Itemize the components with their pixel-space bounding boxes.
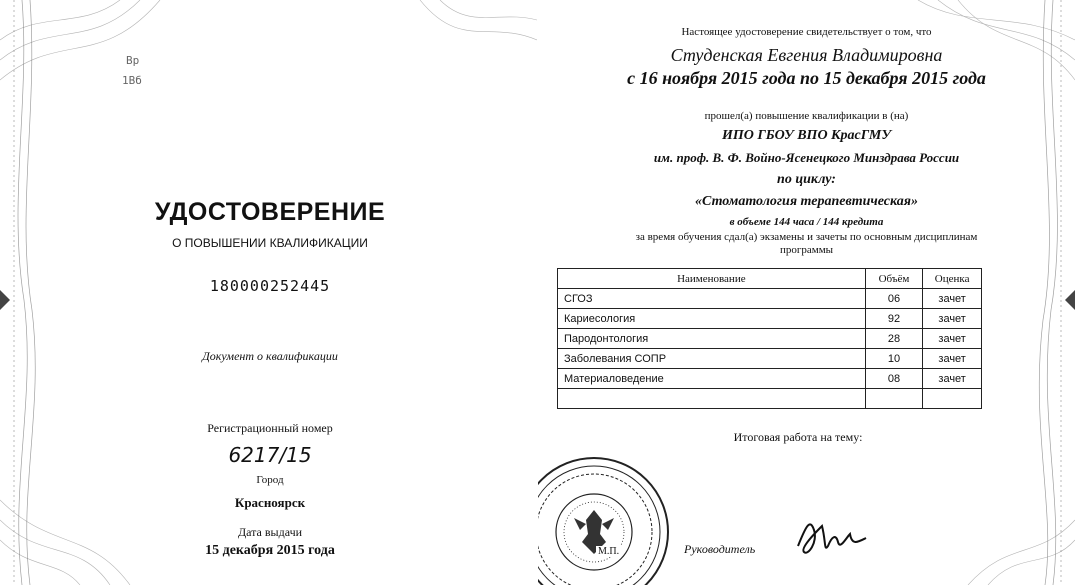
institution-line-1: ИПО ГБОУ ВПО КрасГМУ xyxy=(721,128,892,143)
certificate-title: УДОСТОВЕРЕНИЕ xyxy=(154,198,386,226)
city: Красноярск xyxy=(234,495,306,510)
hours-cell: 10 xyxy=(865,349,923,369)
volume-text: в объеме 144 часа / 144 кредита xyxy=(729,216,884,228)
issue-date-label: Дата выдачи xyxy=(237,525,303,539)
exams-text-line-2: программы xyxy=(779,244,834,256)
subject-cell: СГОЗ xyxy=(558,289,866,309)
registration-number: 6217/15 xyxy=(228,443,312,467)
table-row xyxy=(558,389,982,409)
column-header-name: Наименование xyxy=(558,269,866,289)
certificate-number: 180000252445 xyxy=(209,277,331,295)
corner-mark-2: 1Вб xyxy=(122,74,142,87)
hours-cell: 28 xyxy=(865,329,923,349)
registration-label: Регистрационный номер xyxy=(207,421,333,435)
stamp-mark: М.П. xyxy=(598,546,620,557)
cycle-name: «Стоматология терапевтическая» xyxy=(695,194,918,209)
holder-name: Студенская Евгения Владимировна xyxy=(670,45,943,65)
subject-cell: Пародонтология xyxy=(558,329,866,349)
certificate-subtitle: О ПОВЫШЕНИИ КВАЛИФИКАЦИИ xyxy=(172,236,368,250)
grade-cell: зачет xyxy=(923,349,982,369)
head-label: Руководитель xyxy=(684,542,756,556)
table-row xyxy=(558,329,982,349)
table-row xyxy=(558,369,982,389)
training-period: с 16 ноября 2015 года по 15 декабря 2015 года xyxy=(627,68,986,88)
table-row xyxy=(558,349,982,369)
subject-cell: Кариесология xyxy=(558,309,866,329)
cycle-label: по циклу: xyxy=(777,172,836,187)
corner-mark-1: Вр xyxy=(126,54,140,67)
grade-cell xyxy=(923,389,982,409)
official-seal-icon xyxy=(538,448,674,585)
table-row xyxy=(558,289,982,309)
hours-cell: 92 xyxy=(865,309,923,329)
hours-cell: 08 xyxy=(865,369,923,389)
document-type: Документ о квалификации xyxy=(202,349,338,363)
intro-text: Настоящее удостоверение свидетельствует о том, что xyxy=(681,26,932,38)
city-label: Город xyxy=(256,474,284,486)
signature-icon xyxy=(792,512,872,562)
certificate-left-page xyxy=(0,0,537,585)
grade-cell: зачет xyxy=(923,329,982,349)
grades-table xyxy=(557,268,982,409)
table-row xyxy=(558,309,982,329)
grade-cell: зачет xyxy=(923,309,982,329)
issue-date: 15 декабря 2015 года xyxy=(205,543,335,558)
subject-cell: Материаловедение xyxy=(558,369,866,389)
column-header-grade: Оценка xyxy=(923,269,982,289)
grade-cell: зачет xyxy=(923,289,982,309)
hours-cell xyxy=(865,389,923,409)
final-work-label: Итоговая работа на тему: xyxy=(733,430,863,444)
subject-cell xyxy=(558,389,866,409)
subject-cell: Заболевания СОПР xyxy=(558,349,866,369)
column-header-volume: Объём xyxy=(865,269,923,289)
institution-line-2: им. проф. В. Ф. Войно-Ясенецкого Минздрава России xyxy=(653,150,960,165)
exams-text-line-1: за время обучения сдал(а) экзамены и зачеты по основным дисциплинам xyxy=(635,231,978,243)
table-header-row xyxy=(558,269,982,289)
hours-cell: 06 xyxy=(865,289,923,309)
certificate-right-page xyxy=(538,0,1075,585)
completed-text: прошел(а) повышение квалификации в (на) xyxy=(704,110,909,122)
grade-cell: зачет xyxy=(923,369,982,389)
